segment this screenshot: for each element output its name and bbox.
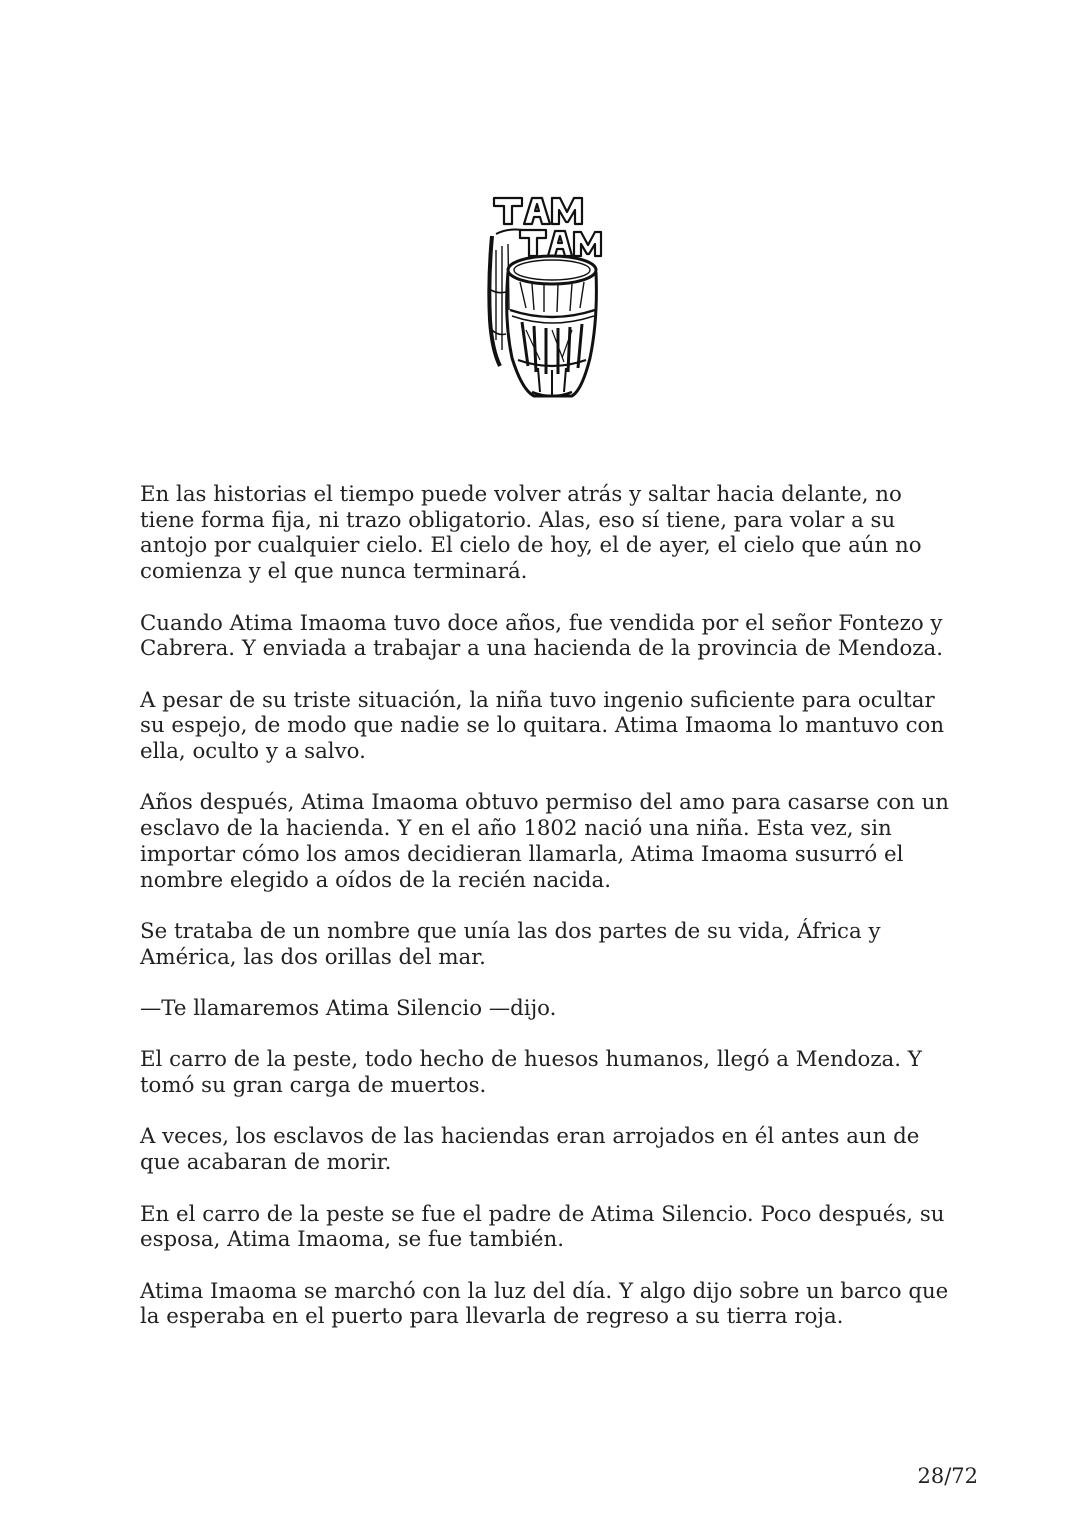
paragraph: En las historias el tiempo puede volver atrás y saltar hacia delante, no tiene forma fija, ni trazo obligatorio. Alas, eso sí tiene, para volar a su antojo por cualquier cielo. El cielo de hoy, el de ayer, el cielo que aún no comienza y el que nunca terminará. (140, 482, 922, 585)
paragraph: —Te llamaremos Atima Silencio —dijo. (140, 995, 557, 1021)
tam-tam-drums-illustration (482, 190, 604, 402)
drums-icon (482, 190, 604, 402)
paragraph: En el carro de la peste se fue el padre de Atima Silencio. Poco después, su esposa, Atima Imaoma, se fue también. (140, 1201, 945, 1253)
paragraph: A pesar de su triste situación, la niña tuvo ingenio suficiente para ocultar su espejo, de modo que nadie se lo quitara. Atima Imaoma lo mantuvo con ella, oculto y a salvo. (140, 687, 945, 764)
paragraph: Se trataba de un nombre que unía las dos partes de su vida, África y América, las dos orillas del mar. (140, 918, 881, 970)
page-number: 28/72 (917, 1464, 978, 1488)
paragraph: El carro de la peste, todo hecho de huesos humanos, llegó a Mendoza. Y tomó su gran carga de muertos. (140, 1047, 922, 1099)
paragraph: Atima Imaoma se marchó con la luz del día. Y algo dijo sobre un barco que la esperaba en el puerto para llevarla de regreso a su tierra roja. (140, 1278, 949, 1330)
paragraph: A veces, los esclavos de las haciendas eran arrojados en él antes aun de que acabaran de morir. (140, 1124, 920, 1176)
paragraph: Años después, Atima Imaoma obtuvo permiso del amo para casarse con un esclavo de la hacienda. Y en el año 1802 nació una niña. Esta vez, sin importar cómo los amos decidieran llamarla, Atima Imaoma susurró el nombre elegido a oídos de la recién nacida. (140, 790, 950, 893)
paragraph: Cuando Atima Imaoma tuvo doce años, fue vendida por el señor Fontezo y Cabrera. Y enviada a trabajar a una hacienda de la provincia de Mendoza. (140, 610, 943, 662)
story-text (140, 482, 960, 1356)
